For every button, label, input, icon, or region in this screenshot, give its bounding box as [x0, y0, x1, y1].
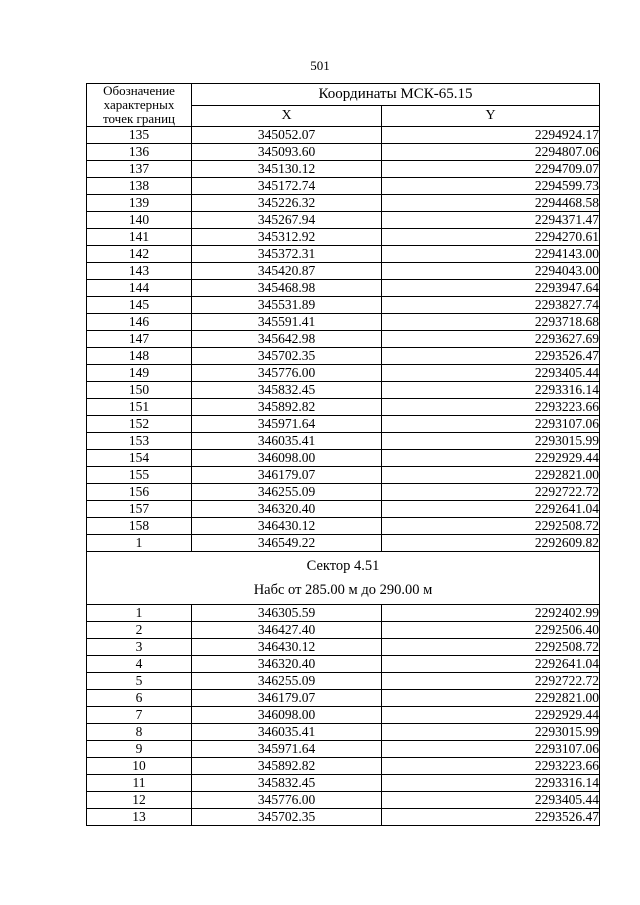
y-coordinate-cell: 2293405.44 — [382, 365, 600, 382]
table-row — [87, 775, 600, 792]
y-coordinate-cell: 2292821.00 — [382, 690, 600, 707]
x-coordinate-cell: 346320.40 — [192, 501, 382, 518]
x-coordinate-cell: 345267.94 — [192, 212, 382, 229]
point-number-cell: 155 — [87, 467, 192, 484]
table-row — [87, 809, 600, 826]
point-number-cell: 138 — [87, 178, 192, 195]
point-number-cell: 1 — [87, 535, 192, 552]
x-column-header: X — [192, 105, 382, 127]
y-coordinate-cell: 2294599.73 — [382, 178, 600, 195]
point-number-cell: 140 — [87, 212, 192, 229]
point-number-cell: 136 — [87, 144, 192, 161]
point-number-cell: 145 — [87, 297, 192, 314]
x-coordinate-cell: 346179.07 — [192, 690, 382, 707]
point-number-cell: 137 — [87, 161, 192, 178]
y-coordinate-cell: 2292821.00 — [382, 467, 600, 484]
sector-rows — [87, 605, 600, 826]
table-row — [87, 535, 600, 552]
table-row — [87, 399, 600, 416]
y-coordinate-cell: 2293107.06 — [382, 741, 600, 758]
point-number-cell: 139 — [87, 195, 192, 212]
y-coordinate-cell: 2294807.06 — [382, 144, 600, 161]
x-coordinate-cell: 346255.09 — [192, 484, 382, 501]
sector-section — [87, 552, 600, 605]
y-coordinate-cell: 2293223.66 — [382, 399, 600, 416]
main-rows — [87, 127, 600, 552]
x-coordinate-cell: 345776.00 — [192, 365, 382, 382]
table-row — [87, 127, 600, 144]
sector-header-cell — [87, 552, 600, 605]
x-coordinate-cell: 345172.74 — [192, 178, 382, 195]
point-number-cell: 13 — [87, 809, 192, 826]
table-row — [87, 263, 600, 280]
point-number-cell: 146 — [87, 314, 192, 331]
point-number-cell: 2 — [87, 622, 192, 639]
x-coordinate-cell: 345702.35 — [192, 348, 382, 365]
x-coordinate-cell: 345832.45 — [192, 382, 382, 399]
y-coordinate-cell: 2294924.17 — [382, 127, 600, 144]
x-coordinate-cell: 345702.35 — [192, 809, 382, 826]
point-number-cell: 12 — [87, 792, 192, 809]
x-coordinate-cell: 345052.07 — [192, 127, 382, 144]
y-coordinate-cell: 2293316.14 — [382, 775, 600, 792]
point-number-cell: 153 — [87, 433, 192, 450]
y-coordinate-cell: 2294709.07 — [382, 161, 600, 178]
y-coordinate-cell: 2292641.04 — [382, 656, 600, 673]
table-row — [87, 212, 600, 229]
x-coordinate-cell: 345130.12 — [192, 161, 382, 178]
table-row — [87, 501, 600, 518]
table-row — [87, 792, 600, 809]
y-coordinate-cell: 2293316.14 — [382, 382, 600, 399]
table-row — [87, 656, 600, 673]
point-number-cell: 150 — [87, 382, 192, 399]
point-header-line-2: характерных — [103, 97, 175, 112]
point-number-cell: 143 — [87, 263, 192, 280]
x-coordinate-cell: 346430.12 — [192, 518, 382, 535]
x-coordinate-cell: 346098.00 — [192, 707, 382, 724]
y-column-header: Y — [382, 105, 600, 127]
table-row — [87, 161, 600, 178]
point-number-cell: 158 — [87, 518, 192, 535]
point-number-cell: 154 — [87, 450, 192, 467]
point-number-cell: 149 — [87, 365, 192, 382]
y-coordinate-cell: 2293107.06 — [382, 416, 600, 433]
table-row — [87, 382, 600, 399]
x-coordinate-cell: 345892.82 — [192, 399, 382, 416]
x-coordinate-cell: 345531.89 — [192, 297, 382, 314]
point-number-cell: 6 — [87, 690, 192, 707]
x-coordinate-cell: 345642.98 — [192, 331, 382, 348]
point-number-cell: 5 — [87, 673, 192, 690]
x-coordinate-cell: 345093.60 — [192, 144, 382, 161]
table-row — [87, 758, 600, 775]
table-row — [87, 144, 600, 161]
table-row — [87, 433, 600, 450]
sector-subtitle: Набс от 285.00 м до 290.00 м — [253, 582, 433, 598]
point-number-cell: 142 — [87, 246, 192, 263]
y-coordinate-cell: 2293223.66 — [382, 758, 600, 775]
x-coordinate-cell: 345468.98 — [192, 280, 382, 297]
coordinates-table — [86, 83, 600, 826]
point-number-cell: 11 — [87, 775, 192, 792]
y-coordinate-cell: 2292609.82 — [382, 535, 600, 552]
y-coordinate-cell: 2292508.72 — [382, 639, 600, 656]
point-number-cell: 152 — [87, 416, 192, 433]
y-coordinate-cell: 2293015.99 — [382, 724, 600, 741]
y-coordinate-cell: 2293015.99 — [382, 433, 600, 450]
point-number-cell: 7 — [87, 707, 192, 724]
table-row — [87, 365, 600, 382]
x-coordinate-cell: 345226.32 — [192, 195, 382, 212]
x-coordinate-cell: 346427.40 — [192, 622, 382, 639]
point-number-cell: 141 — [87, 229, 192, 246]
table-row — [87, 639, 600, 656]
point-number-cell: 1 — [87, 605, 192, 622]
x-coordinate-cell: 345971.64 — [192, 741, 382, 758]
point-designation-header — [87, 84, 192, 127]
x-coordinate-cell: 346255.09 — [192, 673, 382, 690]
point-number-cell: 157 — [87, 501, 192, 518]
table-row — [87, 741, 600, 758]
x-coordinate-cell: 345591.41 — [192, 314, 382, 331]
table-row — [87, 416, 600, 433]
y-coordinate-cell: 2292508.72 — [382, 518, 600, 535]
page-number: 501 — [310, 58, 330, 73]
point-number-cell: 148 — [87, 348, 192, 365]
x-coordinate-cell: 346305.59 — [192, 605, 382, 622]
table-row — [87, 467, 600, 484]
y-coordinate-cell: 2292506.40 — [382, 622, 600, 639]
y-coordinate-cell: 2294270.61 — [382, 229, 600, 246]
y-coordinate-cell: 2292929.44 — [382, 450, 600, 467]
x-coordinate-cell: 346430.12 — [192, 639, 382, 656]
sector-title: Сектор 4.51 — [306, 558, 380, 574]
x-coordinate-cell: 346320.40 — [192, 656, 382, 673]
table-row — [87, 673, 600, 690]
y-coordinate-cell: 2293718.68 — [382, 314, 600, 331]
point-number-cell: 10 — [87, 758, 192, 775]
y-coordinate-cell: 2293947.64 — [382, 280, 600, 297]
x-coordinate-cell: 345832.45 — [192, 775, 382, 792]
y-coordinate-cell: 2292722.72 — [382, 673, 600, 690]
table-row — [87, 724, 600, 741]
point-number-cell: 151 — [87, 399, 192, 416]
y-coordinate-cell: 2294143.00 — [382, 246, 600, 263]
point-number-cell: 156 — [87, 484, 192, 501]
table-row — [87, 707, 600, 724]
table-row — [87, 280, 600, 297]
x-coordinate-cell: 345420.87 — [192, 263, 382, 280]
y-coordinate-cell: 2293526.47 — [382, 348, 600, 365]
point-number-cell: 3 — [87, 639, 192, 656]
y-coordinate-cell: 2293405.44 — [382, 792, 600, 809]
x-coordinate-cell: 346098.00 — [192, 450, 382, 467]
table-row — [87, 178, 600, 195]
point-number-cell: 147 — [87, 331, 192, 348]
x-coordinate-cell: 346179.07 — [192, 467, 382, 484]
y-coordinate-cell: 2294043.00 — [382, 263, 600, 280]
table-row — [87, 246, 600, 263]
y-coordinate-cell: 2293627.69 — [382, 331, 600, 348]
y-coordinate-cell: 2292402.99 — [382, 605, 600, 622]
x-coordinate-cell: 345776.00 — [192, 792, 382, 809]
x-coordinate-cell: 346549.22 — [192, 535, 382, 552]
point-header-line-3: точек границ — [102, 111, 176, 126]
point-number-cell: 144 — [87, 280, 192, 297]
x-coordinate-cell: 345892.82 — [192, 758, 382, 775]
y-coordinate-cell: 2294468.58 — [382, 195, 600, 212]
x-coordinate-cell: 345971.64 — [192, 416, 382, 433]
table-row — [87, 690, 600, 707]
x-coordinate-cell: 346035.41 — [192, 433, 382, 450]
table-row — [87, 605, 600, 622]
point-number-cell: 135 — [87, 127, 192, 144]
table-row — [87, 518, 600, 535]
point-number-cell: 8 — [87, 724, 192, 741]
x-coordinate-cell: 346035.41 — [192, 724, 382, 741]
point-number-cell: 9 — [87, 741, 192, 758]
point-header-line-1: Обозначение — [103, 83, 175, 98]
table-row — [87, 450, 600, 467]
y-coordinate-cell: 2292641.04 — [382, 501, 600, 518]
y-coordinate-cell: 2292722.72 — [382, 484, 600, 501]
y-coordinate-cell: 2292929.44 — [382, 707, 600, 724]
y-coordinate-cell: 2293827.74 — [382, 297, 600, 314]
table-row — [87, 484, 600, 501]
table-row — [87, 314, 600, 331]
sector-header-row — [87, 552, 600, 605]
x-coordinate-cell: 345372.31 — [192, 246, 382, 263]
point-number-cell: 4 — [87, 656, 192, 673]
coordinates-header: Координаты МСК-65.15 — [192, 84, 600, 106]
table-row — [87, 622, 600, 639]
y-coordinate-cell: 2294371.47 — [382, 212, 600, 229]
y-coordinate-cell: 2293526.47 — [382, 809, 600, 826]
table-row — [87, 229, 600, 246]
table-row — [87, 331, 600, 348]
x-coordinate-cell: 345312.92 — [192, 229, 382, 246]
table-row — [87, 297, 600, 314]
table-row — [87, 348, 600, 365]
table-row — [87, 195, 600, 212]
